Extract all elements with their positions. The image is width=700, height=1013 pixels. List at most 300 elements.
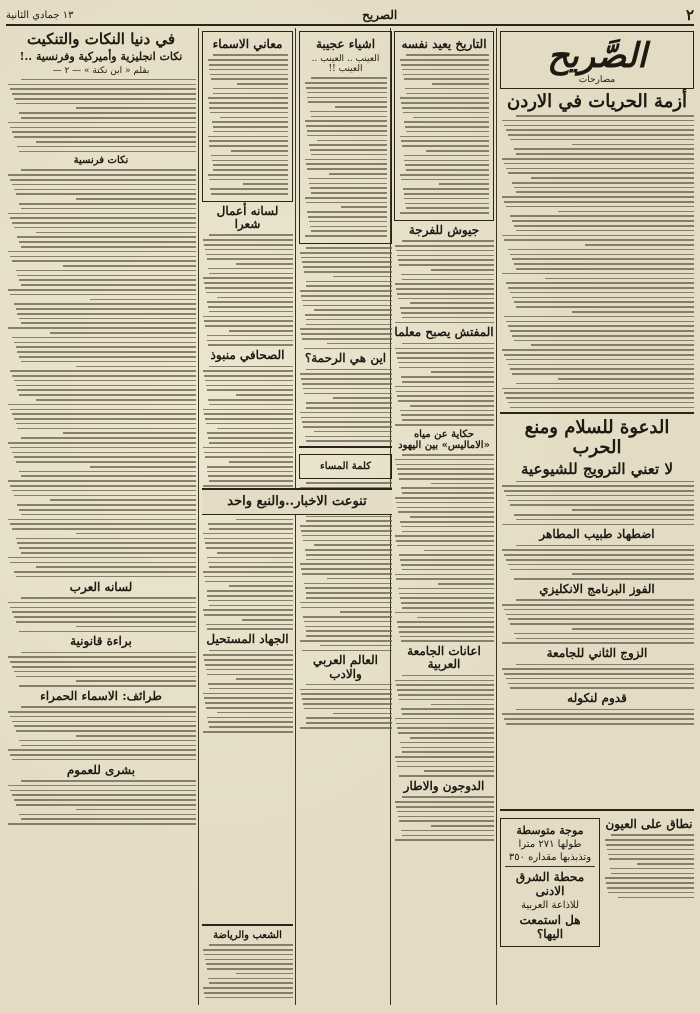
text-line (229, 461, 293, 463)
text-line (310, 187, 387, 189)
text-line (402, 317, 494, 319)
text-line (204, 452, 293, 454)
text-line (510, 330, 694, 332)
text-line (608, 854, 694, 856)
sports-box (202, 920, 293, 1002)
text-line (424, 770, 494, 772)
text-line (36, 141, 196, 143)
article-subheading: بشرى للعموم (66, 762, 136, 777)
wave-length: طولها ٢٧١ مترا (518, 839, 582, 850)
text-line (205, 959, 293, 961)
text-line (204, 244, 293, 246)
text-line (410, 302, 494, 304)
text-line (395, 680, 494, 682)
article-subheadline: نكات انجليزية وأميركية وفرنسية ..! (19, 49, 183, 63)
text-line (510, 407, 694, 409)
text-line (12, 93, 196, 95)
text-line (301, 417, 392, 419)
text-line (210, 188, 288, 190)
text-line (508, 134, 694, 136)
text-line (209, 107, 288, 109)
article-body (6, 79, 196, 152)
text-line (402, 607, 494, 609)
text-line (397, 621, 494, 623)
text-line (207, 595, 293, 597)
text-line (203, 409, 293, 411)
text-line (16, 804, 197, 806)
text-line (504, 490, 694, 492)
text-line (236, 263, 293, 265)
text-line (610, 868, 694, 870)
text-line (208, 721, 293, 723)
text-line (401, 140, 489, 142)
text-line (208, 978, 293, 980)
text-line (19, 241, 196, 243)
text-line (205, 542, 293, 544)
article-body (394, 454, 494, 642)
text-line (8, 557, 196, 559)
text-line (514, 148, 694, 150)
article-body (500, 545, 694, 580)
article-body (394, 675, 494, 777)
text-line (402, 240, 494, 242)
text-line (207, 335, 293, 337)
article-headline: الشعب والرياضة (213, 930, 282, 941)
text-line (502, 485, 694, 487)
text-line (8, 174, 196, 176)
article-body (394, 796, 494, 841)
article-subheading: اضطهاد طبيب المطاهر (539, 527, 655, 542)
text-line (308, 178, 387, 180)
text-line (402, 454, 494, 456)
text-line (301, 257, 392, 259)
text-line (10, 294, 196, 296)
text-line (16, 193, 197, 195)
text-line (508, 249, 694, 251)
text-line (506, 321, 694, 323)
text-line (10, 661, 196, 663)
text-line (16, 576, 197, 578)
text-line (510, 687, 694, 689)
text-line (21, 437, 196, 439)
text-line (401, 708, 494, 710)
text-line (10, 523, 196, 525)
text-line (404, 78, 490, 80)
text-line (12, 131, 196, 133)
text-line (516, 191, 694, 193)
text-line (301, 378, 392, 380)
text-line (300, 525, 392, 527)
text-line (309, 183, 387, 185)
text-line (402, 69, 489, 71)
text-line (205, 456, 293, 458)
text-line (545, 278, 694, 280)
text-line (207, 628, 293, 630)
text-line (608, 892, 694, 894)
text-line (432, 83, 489, 85)
text-line (302, 383, 392, 385)
masthead-logo-box (500, 31, 694, 89)
text-line (300, 727, 392, 729)
text-line (426, 150, 489, 152)
text-line (17, 236, 196, 238)
text-line (203, 693, 293, 695)
text-line (10, 562, 196, 564)
text-line (76, 809, 196, 811)
text-line (204, 413, 293, 415)
text-line (558, 378, 694, 380)
text-line (400, 136, 489, 138)
text-line (401, 274, 494, 276)
text-line (36, 399, 196, 401)
text-line (405, 203, 489, 205)
text-line (431, 704, 494, 706)
text-line (213, 126, 288, 128)
text-line (314, 309, 392, 311)
text-line (303, 388, 392, 390)
article-headline: في دنيا النكات والتنكيت (26, 30, 176, 48)
text-line (403, 112, 489, 114)
text-line (207, 557, 293, 559)
text-line (19, 814, 196, 816)
text-line (207, 340, 293, 342)
text-line (504, 554, 694, 556)
text-line (10, 217, 196, 219)
text-line (317, 140, 387, 142)
text-line (572, 628, 694, 630)
text-line (76, 366, 196, 368)
text-line (396, 761, 494, 763)
text-line (309, 144, 387, 146)
text-line (396, 352, 494, 354)
text-line (12, 528, 196, 530)
text-line (12, 337, 196, 339)
kalimat-masa-headline: كلمة المساء (320, 461, 371, 472)
text-line (229, 585, 293, 587)
text-line (306, 554, 392, 556)
news-banner (202, 488, 392, 515)
text-line (406, 131, 489, 133)
text-line (76, 198, 196, 200)
text-line (404, 193, 490, 195)
column-3 (299, 28, 392, 1005)
text-line (504, 239, 694, 241)
text-line (305, 587, 392, 589)
text-line (514, 301, 694, 303)
text-line (410, 405, 494, 407)
text-line (206, 423, 293, 425)
text-line (506, 359, 694, 361)
text-line (512, 373, 694, 375)
text-line (236, 678, 293, 680)
text-line (208, 174, 288, 176)
text-line (396, 540, 494, 542)
text-line (605, 877, 694, 879)
article-headline: لسانه أعمال شعرا (216, 203, 279, 231)
text-line (21, 361, 196, 363)
text-line (36, 566, 196, 568)
article-subheadline: العينب .. العينب .. العينب !! (311, 54, 380, 75)
text-line (16, 676, 197, 678)
text-line (203, 987, 293, 989)
text-line (209, 366, 293, 368)
text-line (21, 652, 196, 654)
text-line (504, 201, 694, 203)
text-line (403, 188, 489, 190)
text-line (242, 619, 293, 621)
text-line (402, 569, 494, 571)
text-line (50, 499, 196, 501)
column-4 (202, 28, 293, 1005)
text-line (305, 626, 392, 628)
text-line (333, 713, 392, 715)
text-line (204, 614, 293, 616)
article-headline: اشياء عجيبة (315, 37, 376, 51)
text-line (405, 126, 489, 128)
text-line (307, 168, 388, 170)
text-line (16, 103, 197, 105)
text-line (10, 447, 196, 449)
text-line (14, 456, 196, 458)
text-line (306, 163, 387, 165)
text-line (516, 268, 694, 270)
article-body (299, 247, 392, 349)
text-line (210, 74, 288, 76)
text-line (431, 269, 494, 271)
text-line (306, 717, 392, 719)
text-line (209, 273, 293, 275)
text-line (512, 258, 694, 260)
text-line (21, 597, 196, 599)
text-line (205, 997, 293, 999)
text-line (410, 516, 494, 518)
text-line (558, 211, 694, 213)
text-line (510, 215, 694, 217)
text-line (14, 418, 196, 420)
text-line (305, 314, 392, 316)
text-line (300, 328, 392, 330)
text-line (14, 227, 196, 229)
text-line (300, 252, 392, 254)
text-line (12, 759, 196, 761)
text-line (14, 136, 196, 138)
text-line (209, 442, 293, 444)
text-line (307, 211, 387, 213)
text-line (502, 120, 694, 122)
text-line (396, 723, 494, 725)
text-line (207, 674, 293, 676)
article-subheading: الزوج الثاني للجامعة (546, 646, 648, 661)
text-line (300, 689, 392, 691)
text-line (607, 849, 694, 851)
article-headline: اعانات الجامعة العربية (407, 644, 481, 672)
text-line (506, 723, 694, 725)
text-line (14, 98, 196, 100)
text-line (306, 319, 392, 321)
text-line (516, 545, 694, 547)
text-line (397, 395, 494, 397)
text-line (504, 125, 694, 127)
text-line (304, 393, 392, 395)
text-line (203, 316, 293, 318)
text-line (208, 136, 288, 138)
text-line (398, 626, 494, 628)
text-line (207, 258, 293, 260)
article-body (6, 169, 196, 577)
text-line (405, 88, 489, 90)
text-line (211, 193, 288, 195)
text-line (10, 256, 196, 258)
text-line (12, 222, 196, 224)
text-line (506, 282, 694, 284)
text-line (205, 249, 293, 251)
text-line (36, 232, 196, 234)
text-line (10, 790, 196, 792)
text-line (512, 220, 694, 222)
text-line (606, 844, 694, 846)
text-line (397, 689, 494, 691)
text-line (308, 101, 387, 103)
text-line (301, 530, 392, 532)
text-line (301, 333, 392, 335)
text-line (209, 605, 293, 607)
text-line (206, 707, 293, 709)
text-line (204, 954, 293, 956)
text-line (399, 631, 494, 633)
text-line (508, 287, 694, 289)
article-subheading: الفوز البرنامج الانكليزي (539, 581, 655, 596)
text-line (204, 697, 293, 699)
text-line (21, 514, 196, 516)
paper-name: الصريح (362, 8, 398, 22)
text-line (204, 576, 293, 578)
column-rule (295, 28, 296, 1005)
text-line (402, 492, 494, 494)
text-line (17, 275, 196, 277)
article-body (207, 54, 288, 194)
text-line (12, 611, 196, 613)
text-line (17, 351, 196, 353)
text-line (397, 545, 494, 547)
text-line (14, 189, 196, 191)
text-line (516, 115, 694, 117)
article-body (202, 366, 293, 487)
text-line (398, 362, 494, 364)
article-body (6, 780, 196, 825)
text-line (204, 538, 293, 540)
text-line (397, 811, 494, 813)
text-line (504, 718, 694, 720)
byline: بقلم « ابن نكتة » — ٢ — (52, 65, 150, 76)
text-line (516, 153, 694, 155)
text-line (16, 538, 197, 540)
text-line (431, 825, 494, 827)
text-line (203, 277, 293, 279)
text-line (306, 369, 392, 371)
text-line (217, 712, 293, 714)
text-line (236, 519, 293, 521)
text-line (400, 521, 494, 523)
text-line (516, 599, 694, 601)
logo-caption: مصارحات (578, 75, 616, 85)
text-line (400, 410, 494, 412)
article-subheading: طرائف: الاسماء الحمراء (40, 688, 162, 703)
text-line (506, 559, 694, 561)
text-line (208, 562, 293, 564)
text-line (203, 731, 293, 733)
text-line (333, 276, 392, 278)
article-headline: جيوش للفرجة (408, 222, 480, 237)
text-line (397, 766, 494, 768)
text-line (231, 150, 288, 152)
text-line (504, 392, 694, 394)
text-line (203, 533, 293, 535)
text-line (502, 273, 694, 275)
text-line (301, 607, 392, 609)
text-line (396, 464, 494, 466)
text-line (305, 120, 387, 122)
text-line (16, 270, 197, 272)
text-line (21, 79, 196, 81)
text-line (213, 93, 288, 95)
text-line (400, 174, 489, 176)
text-line (410, 737, 494, 739)
page-number: ٢ (685, 6, 694, 24)
text-line (14, 380, 196, 382)
text-line (506, 495, 694, 497)
text-line (399, 554, 494, 556)
article-body (299, 369, 392, 442)
text-line (207, 466, 293, 468)
text-line (205, 664, 293, 666)
text-line (398, 588, 494, 590)
text-line (16, 385, 197, 387)
text-line (402, 145, 489, 147)
text-line (300, 602, 392, 604)
text-line (396, 288, 494, 290)
article-body (394, 240, 494, 323)
text-line (395, 459, 494, 461)
article-body (6, 706, 196, 760)
text-line (531, 344, 694, 346)
text-line (212, 160, 288, 162)
text-line (403, 74, 489, 76)
text-line (607, 887, 694, 889)
text-line (510, 254, 694, 256)
text-line (504, 354, 694, 356)
text-line (502, 158, 694, 160)
text-line (16, 308, 197, 310)
text-line (10, 179, 196, 181)
text-line (306, 440, 392, 442)
text-line (203, 485, 293, 487)
text-line (212, 121, 288, 123)
text-line (514, 578, 694, 580)
text-line (406, 54, 489, 56)
text-line (514, 633, 694, 635)
text-line (210, 112, 288, 114)
text-line (572, 311, 694, 313)
text-line (302, 421, 392, 423)
text-line (506, 678, 694, 680)
text-line (508, 402, 694, 404)
text-line (21, 246, 196, 248)
text-line (510, 569, 694, 571)
text-line (301, 568, 392, 570)
text-line (516, 230, 694, 232)
text-line (398, 694, 494, 696)
text-line (209, 982, 293, 984)
